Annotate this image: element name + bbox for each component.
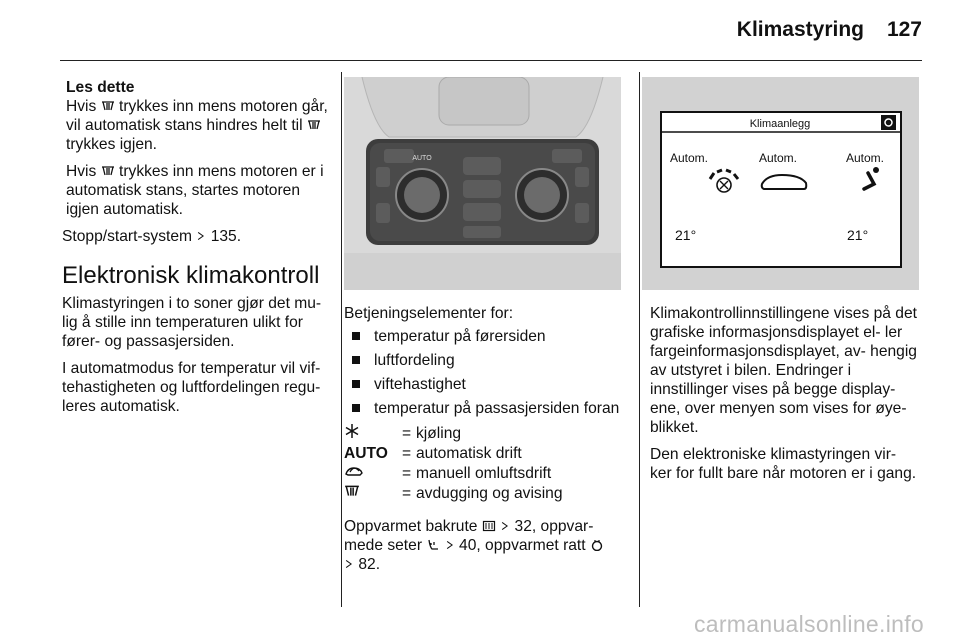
note-box bbox=[62, 78, 330, 219]
legend-row bbox=[344, 483, 628, 503]
note-text: trykkes inn mens motoren er i automatisk stans, startes motoren igjen automatisk. bbox=[66, 163, 324, 218]
stopstart-link[interactable]: Stopp/start-system bbox=[62, 228, 192, 245]
note-text: Hvis bbox=[66, 98, 97, 115]
legend-row bbox=[344, 443, 628, 463]
legend-row bbox=[344, 423, 628, 443]
distribution-auto-label: Autom. bbox=[759, 151, 798, 165]
defrost-icon bbox=[101, 100, 115, 112]
defrost-icon bbox=[344, 484, 360, 498]
legend-symbol-text: AUTO bbox=[344, 444, 388, 462]
middle-column bbox=[344, 304, 628, 582]
section-title: Elektronisk klimakontroll bbox=[62, 262, 320, 289]
left-column bbox=[62, 78, 330, 424]
legend-equals: = bbox=[402, 484, 412, 502]
watermark: carmanualsonline.info bbox=[693, 611, 924, 637]
page-ref-arrow-icon bbox=[500, 520, 510, 532]
page-ref-arrow-icon bbox=[445, 539, 455, 551]
page-ref-arrow-icon bbox=[344, 558, 354, 570]
symbol-legend bbox=[344, 423, 628, 503]
column-divider-left bbox=[341, 72, 342, 607]
note-text: trykkes inn mens motoren går, vil automatisk stans hindres helt til bbox=[66, 98, 328, 134]
ref-text: 82. bbox=[358, 556, 381, 573]
legend-desc: manuell omluftsdrift bbox=[416, 464, 552, 482]
auto-button-label: AUTO bbox=[412, 155, 432, 162]
header-rule bbox=[60, 60, 922, 61]
snowflake-icon bbox=[344, 423, 360, 439]
note-text: Hvis bbox=[66, 163, 97, 180]
heated-seat-icon bbox=[426, 539, 440, 551]
body-paragraph: Klimakontrollinnstillingene vises på det grafiske informasjonsdisplayet el- ler fargeinformasjonsdisplayet, av- hengig av utstyret i bilen. Endringer i innstillinger vises på begge display- ene, over menyen som vises for øye- blikket. bbox=[650, 305, 917, 436]
recirculation-icon bbox=[344, 464, 364, 478]
list-item: temperatur på passasjersiden foran bbox=[344, 399, 628, 418]
page-number: 127 bbox=[886, 18, 922, 41]
defrost-icon bbox=[307, 119, 321, 131]
driver-temp: 21° bbox=[675, 227, 697, 243]
airflow-auto-label: Autom. bbox=[846, 151, 885, 165]
page-ref-arrow-icon bbox=[196, 230, 206, 242]
ref-text: 40, oppvarmet ratt bbox=[459, 537, 586, 554]
legend-desc: kjøling bbox=[416, 424, 462, 442]
column-divider-right bbox=[639, 72, 640, 607]
control-panel-image bbox=[344, 77, 621, 290]
list-item: luftfordeling bbox=[344, 351, 628, 370]
rear-window-heat-icon bbox=[482, 520, 496, 532]
passenger-temp: 21° bbox=[847, 227, 869, 243]
note-text: trykkes igjen. bbox=[66, 136, 157, 153]
header-title: Klimastyring bbox=[736, 18, 864, 41]
body-paragraph: Klimastyringen i to soner gjør det mu- lig å stille inn temperaturen ulikt for fører- og passasjersiden. bbox=[62, 295, 322, 350]
legend-equals: = bbox=[402, 444, 412, 462]
controls-list bbox=[344, 327, 628, 418]
climate-display-image bbox=[642, 77, 919, 290]
right-column bbox=[650, 304, 922, 491]
stopstart-page: 135. bbox=[210, 228, 242, 245]
note-heading: Les dette bbox=[66, 79, 135, 96]
cross-references bbox=[344, 517, 628, 574]
ref-text: Oppvarmet bakrute bbox=[344, 518, 478, 535]
legend-equals: = bbox=[402, 464, 412, 482]
display-title: Klimaanlegg bbox=[749, 118, 811, 130]
fan-auto-label: Autom. bbox=[670, 151, 709, 165]
legend-equals: = bbox=[402, 424, 412, 442]
legend-row bbox=[344, 463, 628, 483]
body-paragraph: Den elektroniske klimastyringen vir- ker for fullt bare når motoren er i gang. bbox=[650, 446, 917, 482]
legend-desc: automatisk drift bbox=[416, 444, 522, 462]
list-item: temperatur på førersiden bbox=[344, 327, 628, 346]
body-paragraph: I automatmodus for temperatur vil vif- tehastigheten og luftfordelingen regu- leres automatisk. bbox=[62, 360, 321, 415]
defrost-icon bbox=[101, 165, 115, 177]
list-item: viftehastighet bbox=[344, 375, 628, 394]
legend-desc: avdugging og avising bbox=[416, 484, 563, 502]
heated-steering-wheel-icon bbox=[590, 539, 604, 551]
controls-intro: Betjeningselementer for: bbox=[344, 305, 514, 322]
settings-icon[interactable] bbox=[881, 115, 896, 130]
ref-text: 32, oppvar- mede seter bbox=[344, 518, 594, 554]
